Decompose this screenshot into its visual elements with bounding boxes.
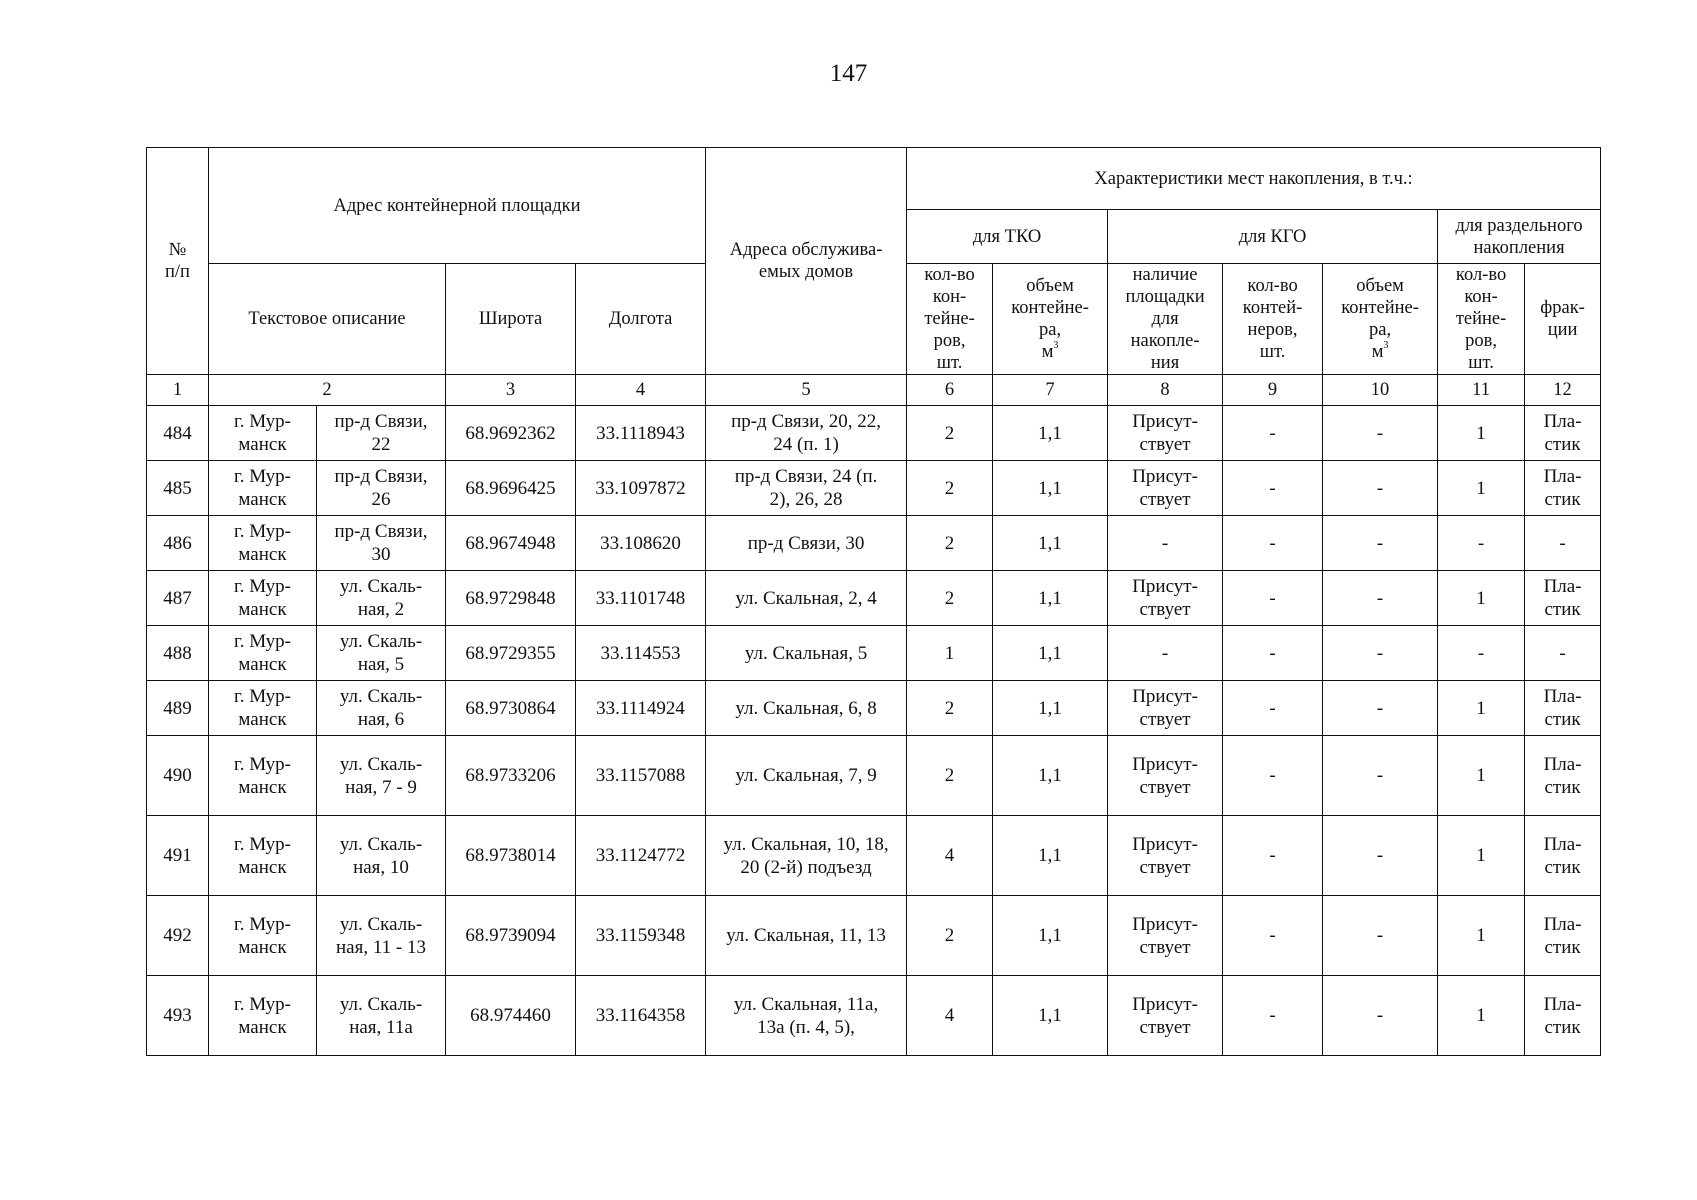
column-number: 10 bbox=[1323, 375, 1438, 406]
header-sep-fractions: фрак- ции bbox=[1525, 264, 1601, 375]
row-kgo-count: - bbox=[1223, 406, 1323, 461]
row-kgo-volume: - bbox=[1323, 816, 1438, 896]
column-number: 5 bbox=[706, 375, 907, 406]
row-kgo-volume: - bbox=[1323, 626, 1438, 681]
row-street: пр-д Связи, 30 bbox=[317, 516, 446, 571]
row-kgo-count: - bbox=[1223, 571, 1323, 626]
row-tko-volume: 1,1 bbox=[993, 736, 1108, 816]
row-tko-volume: 1,1 bbox=[993, 896, 1108, 976]
row-tko-count: 1 bbox=[907, 626, 993, 681]
row-longitude: 33.1097872 bbox=[576, 461, 706, 516]
row-kgo-count: - bbox=[1223, 896, 1323, 976]
row-kgo-presence: Присут- ствует bbox=[1108, 461, 1223, 516]
row-longitude: 33.1124772 bbox=[576, 816, 706, 896]
row-houses: ул. Скальная, 2, 4 bbox=[706, 571, 907, 626]
row-sep-count: 1 bbox=[1438, 461, 1525, 516]
row-tko-volume: 1,1 bbox=[993, 516, 1108, 571]
row-kgo-volume: - bbox=[1323, 406, 1438, 461]
row-kgo-volume: - bbox=[1323, 736, 1438, 816]
header-kgo-volume-unit: 3 bbox=[1383, 340, 1389, 351]
row-tko-volume: 1,1 bbox=[993, 406, 1108, 461]
table-body bbox=[147, 406, 1601, 1056]
row-sep-count: - bbox=[1438, 516, 1525, 571]
row-kgo-presence: Присут- ствует bbox=[1108, 571, 1223, 626]
row-longitude: 33.114553 bbox=[576, 626, 706, 681]
row-longitude: 33.1101748 bbox=[576, 571, 706, 626]
column-number: 8 bbox=[1108, 375, 1223, 406]
row-longitude: 33.1118943 bbox=[576, 406, 706, 461]
row-street: ул. Скаль- ная, 11 - 13 bbox=[317, 896, 446, 976]
table-row bbox=[147, 571, 1601, 626]
row-kgo-count: - bbox=[1223, 626, 1323, 681]
header-tko-volume-unit: 3 bbox=[1053, 340, 1059, 351]
row-kgo-volume: - bbox=[1323, 516, 1438, 571]
table-row bbox=[147, 406, 1601, 461]
row-tko-count: 2 bbox=[907, 516, 993, 571]
column-number: 7 bbox=[993, 375, 1108, 406]
table-row bbox=[147, 976, 1601, 1056]
row-kgo-volume: - bbox=[1323, 571, 1438, 626]
header-sep-count: кол-во кон- тейне- ров, шт. bbox=[1438, 264, 1525, 375]
row-sep-count: 1 bbox=[1438, 816, 1525, 896]
row-number: 488 bbox=[147, 626, 209, 681]
table-row bbox=[147, 626, 1601, 681]
row-kgo-presence: Присут- ствует bbox=[1108, 736, 1223, 816]
page-number: 147 bbox=[829, 60, 868, 87]
row-number: 484 bbox=[147, 406, 209, 461]
row-number: 490 bbox=[147, 736, 209, 816]
row-kgo-volume: - bbox=[1323, 896, 1438, 976]
row-tko-count: 4 bbox=[907, 976, 993, 1056]
column-number: 12 bbox=[1525, 375, 1601, 406]
row-city: г. Мур- манск bbox=[209, 571, 317, 626]
column-number: 6 bbox=[907, 375, 993, 406]
row-sep-count: 1 bbox=[1438, 571, 1525, 626]
row-longitude: 33.108620 bbox=[576, 516, 706, 571]
row-kgo-count: - bbox=[1223, 681, 1323, 736]
column-number: 2 bbox=[209, 375, 446, 406]
row-houses: ул. Скальная, 11, 13 bbox=[706, 896, 907, 976]
row-latitude: 68.9729355 bbox=[446, 626, 576, 681]
header-tko-count: кол-во кон- тейне- ров, шт. bbox=[907, 264, 993, 375]
row-city: г. Мур- манск bbox=[209, 516, 317, 571]
header-tko: для ТКО bbox=[907, 210, 1108, 264]
row-latitude: 68.9739094 bbox=[446, 896, 576, 976]
row-tko-count: 2 bbox=[907, 461, 993, 516]
row-sep-count: 1 bbox=[1438, 681, 1525, 736]
row-tko-count: 2 bbox=[907, 681, 993, 736]
row-fractions: Пла- стик bbox=[1525, 571, 1601, 626]
row-city: г. Мур- манск bbox=[209, 896, 317, 976]
column-number: 4 bbox=[576, 375, 706, 406]
row-city: г. Мур- манск bbox=[209, 681, 317, 736]
row-houses: ул. Скальная, 6, 8 bbox=[706, 681, 907, 736]
row-number: 487 bbox=[147, 571, 209, 626]
row-houses: ул. Скальная, 5 bbox=[706, 626, 907, 681]
row-fractions: Пла- стик bbox=[1525, 736, 1601, 816]
row-longitude: 33.1159348 bbox=[576, 896, 706, 976]
row-kgo-presence: Присут- ствует bbox=[1108, 681, 1223, 736]
row-city: г. Мур- манск bbox=[209, 736, 317, 816]
row-kgo-volume: - bbox=[1323, 681, 1438, 736]
row-tko-volume: 1,1 bbox=[993, 626, 1108, 681]
row-tko-count: 4 bbox=[907, 816, 993, 896]
row-latitude: 68.9696425 bbox=[446, 461, 576, 516]
header-longitude: Долгота bbox=[576, 264, 706, 375]
header-characteristics: Характеристики мест накопления, в т.ч.: bbox=[907, 148, 1601, 210]
row-city: г. Мур- манск bbox=[209, 976, 317, 1056]
table-row bbox=[147, 681, 1601, 736]
row-houses: пр-д Связи, 30 bbox=[706, 516, 907, 571]
header-kgo-count: кол-во контей- неров, шт. bbox=[1223, 264, 1323, 375]
row-street: ул. Скаль- ная, 2 bbox=[317, 571, 446, 626]
row-latitude: 68.9738014 bbox=[446, 816, 576, 896]
table-row bbox=[147, 816, 1601, 896]
row-kgo-count: - bbox=[1223, 816, 1323, 896]
row-tko-volume: 1,1 bbox=[993, 461, 1108, 516]
row-tko-count: 2 bbox=[907, 736, 993, 816]
row-kgo-presence: - bbox=[1108, 626, 1223, 681]
row-kgo-count: - bbox=[1223, 736, 1323, 816]
header-kgo-presence: наличие площадки для накопле- ния bbox=[1108, 264, 1223, 375]
header-kgo-volume bbox=[1323, 264, 1438, 375]
row-number: 491 bbox=[147, 816, 209, 896]
row-kgo-presence: - bbox=[1108, 516, 1223, 571]
row-number: 489 bbox=[147, 681, 209, 736]
row-latitude: 68.9729848 bbox=[446, 571, 576, 626]
row-kgo-count: - bbox=[1223, 516, 1323, 571]
row-city: г. Мур- манск bbox=[209, 626, 317, 681]
row-kgo-presence: Присут- ствует bbox=[1108, 896, 1223, 976]
row-houses: ул. Скальная, 10, 18, 20 (2-й) подъезд bbox=[706, 816, 907, 896]
row-street: пр-д Связи, 26 bbox=[317, 461, 446, 516]
row-sep-count: 1 bbox=[1438, 736, 1525, 816]
row-houses: пр-д Связи, 24 (п. 2), 26, 28 bbox=[706, 461, 907, 516]
header-text-description: Текстовое описание bbox=[209, 264, 446, 375]
row-street: пр-д Связи, 22 bbox=[317, 406, 446, 461]
row-number: 492 bbox=[147, 896, 209, 976]
row-sep-count: 1 bbox=[1438, 406, 1525, 461]
header-tko-volume-text: объем контейне- ра, м bbox=[1011, 276, 1089, 362]
row-longitude: 33.1114924 bbox=[576, 681, 706, 736]
row-kgo-count: - bbox=[1223, 461, 1323, 516]
table-header bbox=[147, 148, 1601, 406]
header-tko-volume bbox=[993, 264, 1108, 375]
row-latitude: 68.9674948 bbox=[446, 516, 576, 571]
row-longitude: 33.1164358 bbox=[576, 976, 706, 1056]
table-row bbox=[147, 461, 1601, 516]
row-fractions: Пла- стик bbox=[1525, 461, 1601, 516]
table-row bbox=[147, 516, 1601, 571]
row-tko-count: 2 bbox=[907, 406, 993, 461]
header-served-houses: Адреса обслужива- емых домов bbox=[706, 148, 907, 375]
header-separate: для раздельного накопления bbox=[1438, 210, 1601, 264]
column-numbers-row bbox=[147, 375, 1601, 406]
header-num: № п/п bbox=[147, 148, 209, 375]
row-fractions: Пла- стик bbox=[1525, 406, 1601, 461]
row-fractions: Пла- стик bbox=[1525, 681, 1601, 736]
row-fractions: Пла- стик bbox=[1525, 976, 1601, 1056]
row-houses: пр-д Связи, 20, 22, 24 (п. 1) bbox=[706, 406, 907, 461]
row-street: ул. Скаль- ная, 5 bbox=[317, 626, 446, 681]
row-fractions: Пла- стик bbox=[1525, 816, 1601, 896]
table-row bbox=[147, 896, 1601, 976]
row-fractions: - bbox=[1525, 626, 1601, 681]
header-latitude: Широта bbox=[446, 264, 576, 375]
row-kgo-presence: Присут- ствует bbox=[1108, 816, 1223, 896]
row-city: г. Мур- манск bbox=[209, 406, 317, 461]
row-latitude: 68.9733206 bbox=[446, 736, 576, 816]
row-tko-volume: 1,1 bbox=[993, 681, 1108, 736]
row-number: 485 bbox=[147, 461, 209, 516]
row-tko-volume: 1,1 bbox=[993, 976, 1108, 1056]
row-kgo-volume: - bbox=[1323, 461, 1438, 516]
row-tko-volume: 1,1 bbox=[993, 571, 1108, 626]
row-city: г. Мур- манск bbox=[209, 461, 317, 516]
row-sep-count: 1 bbox=[1438, 896, 1525, 976]
row-number: 486 bbox=[147, 516, 209, 571]
column-number: 3 bbox=[446, 375, 576, 406]
row-number: 493 bbox=[147, 976, 209, 1056]
row-city: г. Мур- манск bbox=[209, 816, 317, 896]
row-longitude: 33.1157088 bbox=[576, 736, 706, 816]
row-sep-count: - bbox=[1438, 626, 1525, 681]
container-sites-table bbox=[146, 147, 1601, 1056]
column-number: 9 bbox=[1223, 375, 1323, 406]
row-sep-count: 1 bbox=[1438, 976, 1525, 1056]
row-kgo-count: - bbox=[1223, 976, 1323, 1056]
row-kgo-presence: Присут- ствует bbox=[1108, 976, 1223, 1056]
row-fractions: - bbox=[1525, 516, 1601, 571]
row-tko-count: 2 bbox=[907, 896, 993, 976]
row-latitude: 68.9730864 bbox=[446, 681, 576, 736]
table-row bbox=[147, 736, 1601, 816]
row-street: ул. Скаль- ная, 7 - 9 bbox=[317, 736, 446, 816]
row-houses: ул. Скальная, 7, 9 bbox=[706, 736, 907, 816]
row-kgo-presence: Присут- ствует bbox=[1108, 406, 1223, 461]
row-kgo-volume: - bbox=[1323, 976, 1438, 1056]
row-street: ул. Скаль- ная, 10 bbox=[317, 816, 446, 896]
header-kgo-volume-text: объем контейне- ра, м bbox=[1341, 276, 1419, 362]
row-street: ул. Скаль- ная, 11а bbox=[317, 976, 446, 1056]
header-kgo: для КГО bbox=[1108, 210, 1438, 264]
row-tko-count: 2 bbox=[907, 571, 993, 626]
row-latitude: 68.9692362 bbox=[446, 406, 576, 461]
row-street: ул. Скаль- ная, 6 bbox=[317, 681, 446, 736]
column-number: 1 bbox=[147, 375, 209, 406]
row-tko-volume: 1,1 bbox=[993, 816, 1108, 896]
header-address-group: Адрес контейнерной площадки bbox=[209, 148, 706, 264]
row-houses: ул. Скальная, 11а, 13а (п. 4, 5), bbox=[706, 976, 907, 1056]
row-latitude: 68.974460 bbox=[446, 976, 576, 1056]
column-number: 11 bbox=[1438, 375, 1525, 406]
row-fractions: Пла- стик bbox=[1525, 896, 1601, 976]
